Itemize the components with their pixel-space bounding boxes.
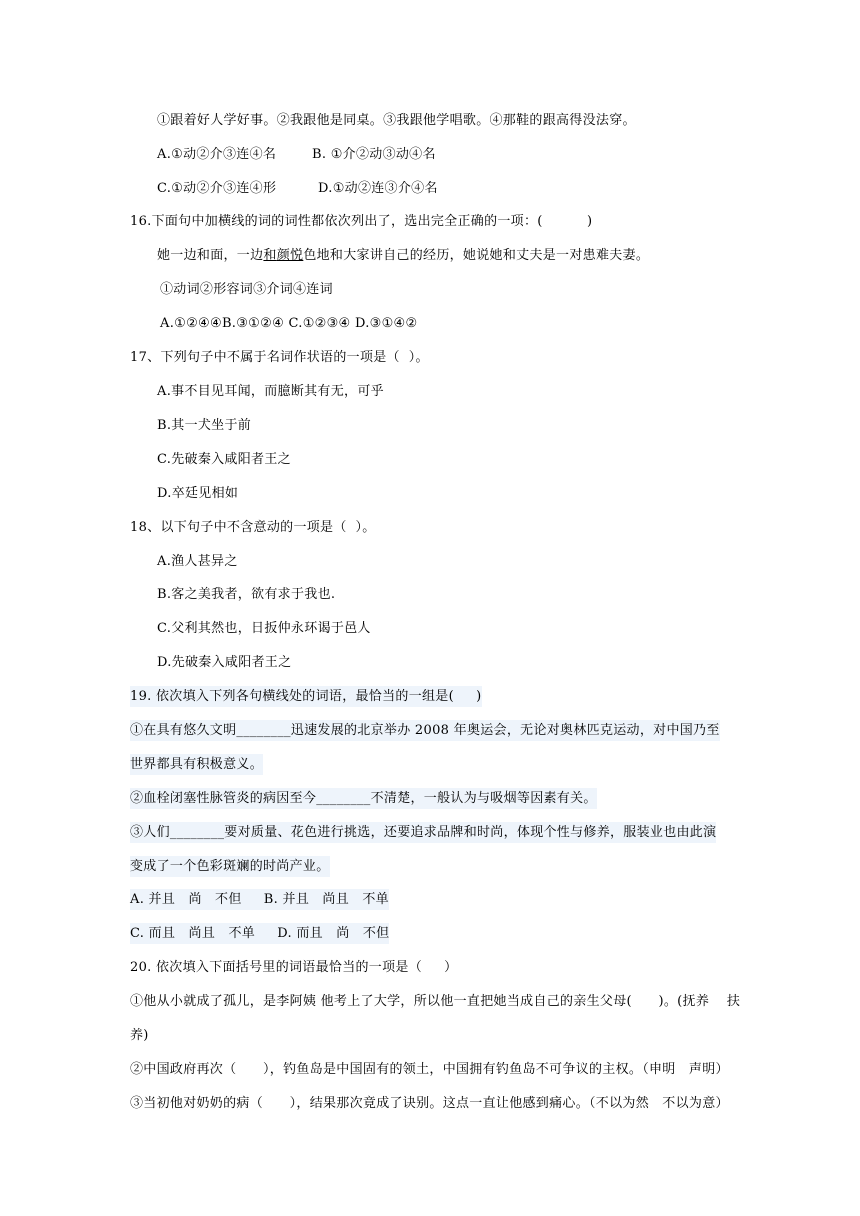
q19-sentence-3-line-1 [130, 824, 716, 842]
q19-options-ab-text: A. 并且 尚 不但 B. 并且 尚且 不单 [130, 889, 389, 910]
q16-underlined-word: 和 [263, 248, 277, 263]
q19-sentence-2 [130, 790, 597, 808]
q19-sentence-1-line-2-text: 世界都具有积极意义。 [130, 754, 263, 775]
q20-sentence-1-line-2: 养) [130, 1028, 149, 1043]
q16-stem: 16.下面句中加横线的词的词性都依次列出了，选出完全正确的一项：( ) [130, 214, 593, 229]
q15-option-d: D.①动②连③介④名 [318, 181, 438, 196]
q17-option-c: C.先破秦入咸阳者王之 [157, 452, 291, 467]
q16-legend: ①动词②形容词③介词④连词 [160, 282, 333, 297]
q19-sentence-1-line-1 [130, 722, 720, 740]
q15-option-c: C.①动②介③连④形 [157, 181, 277, 196]
q17-option-a: A.事不目见耳闻，而臆断其有无，可乎 [157, 384, 384, 399]
q18-option-d: D.先破秦入咸阳者王之 [157, 655, 292, 670]
q17-option-d: D.卒廷见相如 [157, 486, 239, 501]
q18-stem: 18、以下句子中不含意动的一项是（ ）。 [130, 520, 376, 535]
q19-options-ab [130, 891, 389, 909]
q20-sentence-2: ②中国政府再次（ ），钓鱼岛是中国固有的领土，中国拥有钓鱼岛不可争议的主权。（申明 声明） [130, 1062, 729, 1077]
q19-stem-text: 19. 依次填入下列各句横线处的词语，最恰当的一组是( ) [130, 686, 482, 707]
q17-option-b: B.其一犬坐于前 [157, 418, 252, 433]
q16-sentence-part: 色地和大家讲自己的经历，她说 [303, 248, 490, 263]
q19-sentence-1-line-2 [130, 756, 263, 774]
q19-options-cd-text: C. 而且 尚且 不单 D. 而且 尚 不但 [130, 923, 389, 944]
q16-sentence-part: 她一边和面，一边 [157, 248, 264, 263]
q16-options: A.①②④④B.③①②④ C.①②③④ D.③①④② [160, 316, 418, 331]
q20-stem: 20. 依次填入下面括号里的词语最恰当的一项是（ ） [130, 960, 458, 975]
q20-sentence-3: ③当初他对奶奶的病（ ），结果那次竟成了诀别。这点一直让他感到痛心。（不以为然 不以为意） [130, 1096, 729, 1111]
q19-sentence-1-line-1-text: ①在具有悠久文明________迅速发展的北京举办 2008 年奥运会，无论对奥林匹克运动，对中国乃至 [130, 720, 720, 741]
q16-sentence-part: 她和 [489, 248, 517, 263]
q15-option-a: A.①动②介③连④名 [157, 147, 277, 162]
q19-sentence-3-line-2 [130, 858, 330, 876]
q17-stem: 17、下列句子中不属于名词作状语的一项是（ ）。 [130, 350, 429, 365]
q18-option-a: A.渔人甚异之 [157, 554, 238, 569]
q15-sentence: ①跟着好人学好事。②我跟他是同桌。③我跟他学唱歌。④那鞋的跟高得没法穿。 [157, 113, 636, 128]
q19-sentence-3-line-1-text: ③人们________要对质量、花色进行挑选，还要追求品牌和时尚，体现个性与修养，服装业也由此演 [130, 822, 716, 843]
q15-option-b: B. ①介②动③动④名 [312, 147, 436, 162]
q18-option-c: C.父利其然也，日扳仲永环谒于邑人 [157, 621, 371, 636]
q20-sentence-1-line-1: ①他从小就成了孤儿，是李阿姨 他考上了大学，所以他一直把她当成自己的亲生父母( )。(抚养 扶 [130, 994, 741, 1009]
q16-underlined-word: 颜悦 [276, 248, 304, 263]
q16-sentence [157, 247, 649, 265]
q18-option-b: B.客之美我者，欲有求于我也. [157, 587, 336, 602]
q19-sentence-3-line-2-text: 变成了一个色彩斑斓的时尚产业。 [130, 856, 330, 877]
q19-stem [130, 688, 482, 706]
q19-options-cd [130, 925, 389, 943]
q16-sentence-part: 丈夫是一对患难夫妻。 [516, 248, 650, 263]
q19-sentence-2-text: ②血栓闭塞性脉管炎的病因至今________不清楚，一般认为与吸烟等因素有关。 [130, 788, 597, 809]
